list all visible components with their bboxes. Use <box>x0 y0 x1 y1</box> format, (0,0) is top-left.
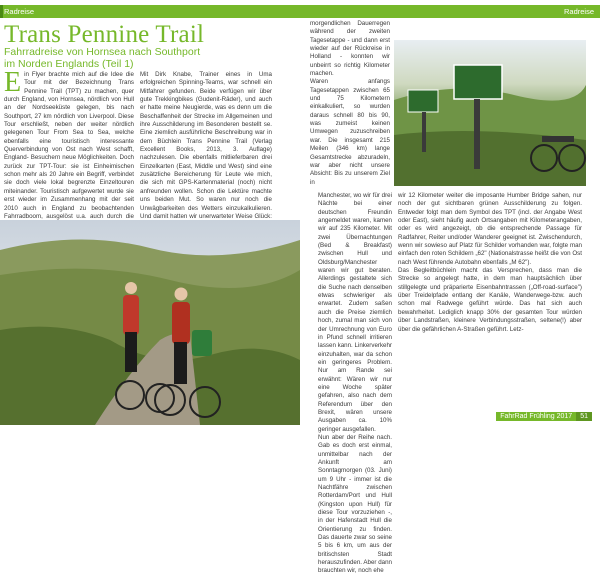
cyclists-photo-illustration <box>0 220 300 425</box>
page-footer <box>496 412 592 421</box>
footer-magazine-label: FahrRad Frühling 2017 <box>496 412 576 421</box>
body-column-1 <box>4 67 134 238</box>
trail-signpost-photo <box>394 40 586 186</box>
article-title: Trans Pennine Trail <box>4 21 205 48</box>
body-column-2: Mit Dirk Knabe, Trainer eines in Uma erfolgreichen Spinning-Teams, war schnell ein Mitfahrer gefunden. Beide verfügen wir über gute Trekkingbikes (Gudenit-Räder), und auch er hatte meine Neugierde, was es denn um die Beschaffenheit der Strecke im Allgemeinen und ihre Ausschilderung im Besonderen bestellt se. Eine ziemlich ausführliche Beschreibung war in dem Büchlein Trans Pennine Trail (Verlag Excellent Books, 2013, 3. Auflage) nachzulesen. Die ebenfalls mitlieferbaren drei Einzelkarten (East, Middle und West) sind eine zusätzliche Bereicherung für Leute wie mich, die sich mit GPS-Kartenmaterial (noch) nicht anfreunden wollen. Schon die Lektüre machte uns beiden Mut. So waren nur noch die Unwägbarkeiten des Wetters einzukalkulieren. Und damit hatten wir unerwarteter Weise Glück: <box>140 71 272 220</box>
signpost-illustration <box>394 40 586 186</box>
section-header-right: Radreise <box>300 5 600 18</box>
drop-cap: E <box>4 67 22 98</box>
cyclists-photo <box>0 220 300 425</box>
left-page <box>0 0 300 425</box>
body-column-5: Manchester, wo wir für drei Nächte bei einer deutschen Freundin angemeldet waren, kamen wir auf 235 Kilometer. Mit zwei Übernachtungen (Bed & Breakfast) zwischen Hull und Oldsburg/Manchester waren wir gut beraten. Allerdings gestaltete sich die Suche nach denselben etwas schwieriger als erwartet. Zudem saßen auch die Preise ziemlich hoch, zumal man sich von der Umrechnung von Euro in Pfund schnell irritieren lassen kann. Linkerverkehr einzuhalten, war da schon ein geringeres Problem. Nur am Rande sei erwähnt: Wären wir nur eine Woche später gefahren, also nach dem Referendum über den Brexit, wären unsere Ausgaben ca. 10% geringer ausgefallen. Nun aber der Reihe nach. Gab es doch erst einmal, unmittelbar nach der Ankunft am Sonntagmorgen (03. Juni) um 9 Uhr - immer ist die Nachtfähre zwischen Rotterdam/Port und Hull (Kingston upon Hull) für diese Tour vorzuziehen -, in der Hafenstadt Hull die Orientierung zu finden. Das dauerte zwar so seine 5 bis 6 km, um aus der britischsten Stadt herauszufinden. Aber dann brauchten wir, noch ehe <box>318 192 392 575</box>
section-header-left: Radreise <box>0 5 300 18</box>
body-column-3: morgendlichen Dauerregen während der zweiten Tagesetappe - und dann erst wieder auf der Rückreise in Holland - konnten wir unbeirrt so richtig Kilometer machen. Waren anfangs Tagesetappen zwischen 65 und 75 Kilometern einkalkuliert, so wurden daraus schnell 80 bis 90, was zumeist keinen Umwegen zuzuschreiben war. Die insgesamt 215 Meilen (346 km) lange Gesamtstrecke abzuradeln, war aber nicht unsere Absicht: Bis zu unserem Ziel in <box>310 20 390 186</box>
body-text-col1: in Flyer brachte mich auf die Idee die Tour mit der Bezeichnung Trans Pennine Trail (TPT) zu machen, quer durch England, von Hornsea, nördlich von Hull an der Nordseeküste gelegen, bis nach Southport, 27 km nördlich von Liverpool. Diese Tour erschließt, neben der weiter nördlich gelegenen Tour From Sea to Sea, welche ebenfalls eine touristisch interessante Querverbindung von Ost nach West schafft, England- Besuchern neue Möglichkeiten. Doch zurück zur TPT-Tour: sie ist Einheimischen schon mehr als 20 Jahre ein Begriff, verbindet sie doch viele lokal begrenzte Einzeltouren miteinander. Touristisch aufgewertet wurde sie erst wieder im Zusammenhang mit der seit 2010 auch in England zu beobachtenden Fahrradboom, ausgelöst u.a. auch durch die <box>4 71 134 220</box>
body-column-4: wir 12 Kilometer weiter die imposante Humber Bridge sahen, nur noch der gut sichtbaren grünen Ausschilderung zu folgen. Entweder folgt man dem Symbol des TPT (incl. der Angabe West oder East), sieht häufig auch Ortsangaben mit Kilometerangaben, oder es wird angezeigt, ob die entsprechende Passage für Radfahrer, Reiter und/oder Wanderer geeignet ist. Zwischendurch, wenn wir sowieso auf Platz für Schilder vorhanden war, folgte man einfach den roten Schildern „62" (Nationalstrasse heißt die von Ost nach West führende Autobahn ebenfalls „M 62"). Das Begleitbüchlein macht das Versprechen, dass man die Strecke so angelegt hatte, in dem man hauptsächlich über stillgelegte und präparierte Eisenbahntrassen („Off-road-surface") über Treidelpfade entlang der Kanäle, Wanderwege-bzw. auch schon mal Radwege geführt würde. Das hat sich auch bewahrheitet. Lediglich knapp 30% der gesamten Tour würden über Landstraßen, kleinere Verbindungsstraßen, seltene(!) aber über die gefährlichen A-Straßen geführt. Letz- <box>398 192 582 333</box>
article-subtitle: Fahrradreise von Hornsea nach Southport im Norden Englands (Teil 1) <box>4 46 201 70</box>
page-number: 51 <box>576 412 592 421</box>
